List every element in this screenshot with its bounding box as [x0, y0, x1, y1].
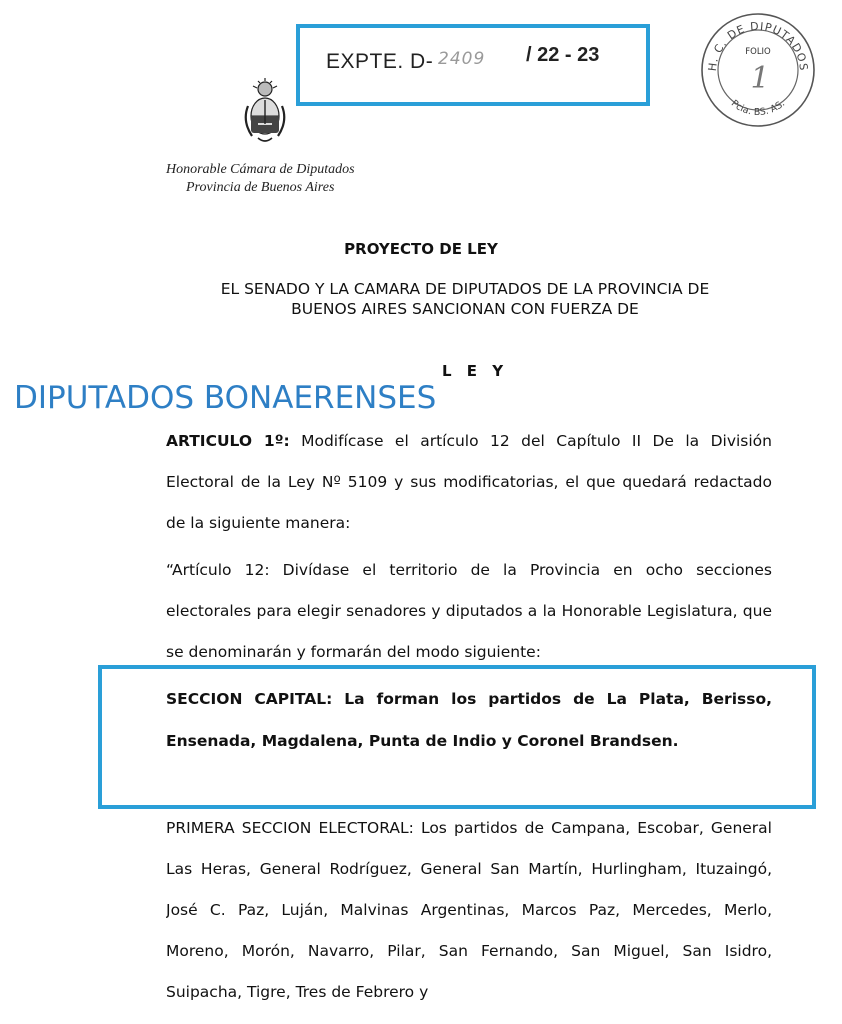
- seal-bottom-text: Pcia. BS. AS.: [728, 98, 788, 118]
- seal-folio-label: FOLIO: [745, 47, 771, 57]
- seccion-capital-label: SECCION CAPITAL: [166, 690, 327, 708]
- coat-of-arms-icon: [238, 76, 292, 146]
- expediente-prefix: EXPTE. D-: [326, 50, 434, 73]
- primera-seccion-paragraph: PRIMERA SECCION ELECTORAL: Los partidos de Campana, Escobar, General Las Heras, General Rodríguez, General San Martín, Hurlingham, Ituzaingó, José C. Paz, Luján, Malvinas Argentinas, Marcos Paz, Mercedes, Merlo, Moreno, Morón, Navarro, Pilar, San Fernando, San Miguel, San Isidro, Suipacha, Tigre, Tres de Febrero y: [166, 819, 772, 1001]
- article-1-text: Modifícase el artículo 12 del Capítulo II De la División Electoral de la Ley Nº 5109 y sus modificatorias, el que quedará redactado de la siguiente manera:: [166, 432, 772, 532]
- province-name: Provincia de Buenos Aires: [186, 180, 335, 195]
- expediente-number: 2409: [438, 49, 486, 69]
- chamber-name: Honorable Cámara de Diputados: [166, 162, 355, 177]
- article-12-paragraph: “Artículo 12: Divídase el territorio de la Provincia en ocho secciones electorales para elegir senadores y diputados a la Honorable Legislatura, que se denominarán y formarán del modo siguiente:: [166, 561, 772, 661]
- seal-folio-number: 1: [750, 61, 770, 96]
- watermark-label: DIPUTADOS BONAERENSES: [14, 380, 437, 416]
- seccion-capital-text: : La forman los partidos de La Plata, Berisso, Ensenada, Magdalena, Punta de Indio y Coronel Brandsen.: [166, 690, 772, 750]
- svg-text:Pcia. BS. AS.: [729, 98, 787, 118]
- ley-heading: L E Y: [442, 362, 509, 380]
- article-1-label: ARTICULO 1º:: [166, 432, 290, 450]
- expediente-year: / 22 - 23: [526, 44, 600, 66]
- enactment-line-2: BUENOS AIRES SANCIONAN CON FUERZA DE: [291, 300, 639, 318]
- folio-seal-stamp: [698, 10, 818, 130]
- enactment-line-1: EL SENADO Y LA CAMARA DE DIPUTADOS DE LA PROVINCIA DE: [220, 280, 710, 298]
- document-title: PROYECTO DE LEY: [344, 240, 498, 258]
- article-1-paragraph: [166, 421, 772, 544]
- seal-arc-text: H. C. DE DIPUTADOS: [705, 19, 811, 72]
- seccion-capital-paragraph: [166, 678, 772, 762]
